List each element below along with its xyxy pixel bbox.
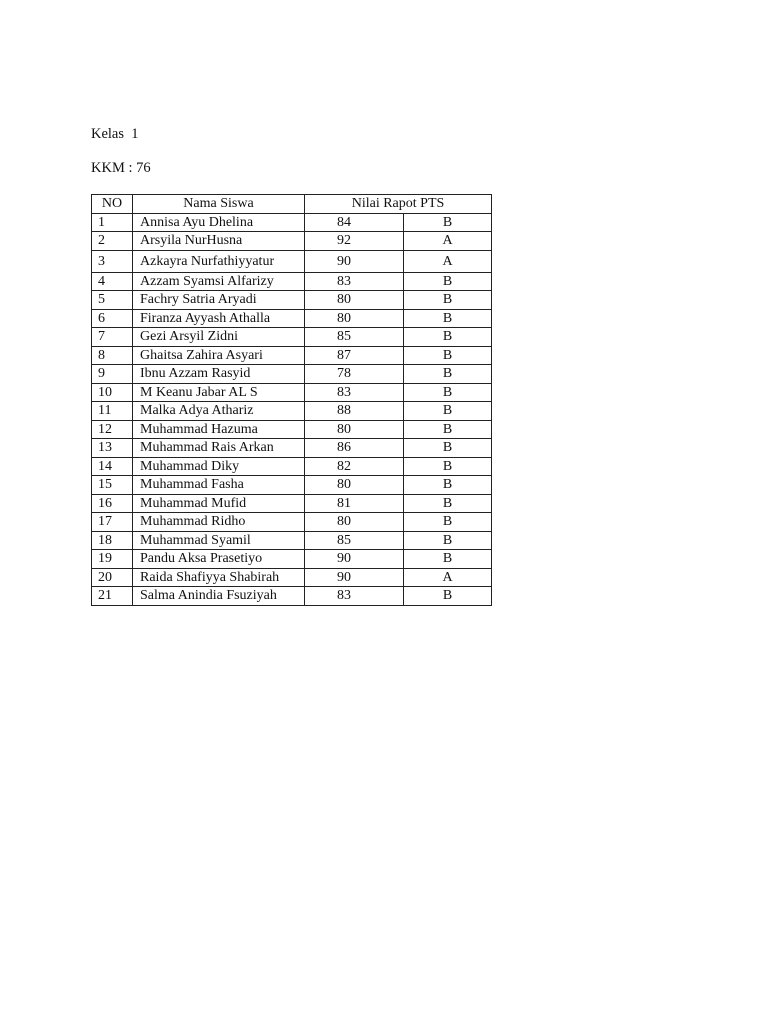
header-no: NO bbox=[92, 195, 133, 214]
student-name: Muhammad Mufid bbox=[133, 494, 305, 513]
student-name: Ibnu Azzam Rasyid bbox=[133, 365, 305, 384]
header-score: Nilai Rapot PTS bbox=[305, 195, 492, 214]
table-row bbox=[92, 213, 492, 232]
grade-value: B bbox=[404, 402, 492, 421]
score-value: 80 bbox=[305, 309, 404, 328]
student-name: Azzam Syamsi Alfarizy bbox=[133, 272, 305, 291]
grade-value: A bbox=[404, 232, 492, 251]
table-row bbox=[92, 587, 492, 606]
grade-value: B bbox=[404, 587, 492, 606]
score-value: 83 bbox=[305, 272, 404, 291]
grade-value: A bbox=[404, 250, 492, 272]
score-value: 90 bbox=[305, 568, 404, 587]
row-number: 15 bbox=[92, 476, 133, 495]
grade-value: B bbox=[404, 328, 492, 347]
score-value: 80 bbox=[305, 476, 404, 495]
grade-value: B bbox=[404, 457, 492, 476]
table-row bbox=[92, 365, 492, 384]
table-row bbox=[92, 383, 492, 402]
score-value: 80 bbox=[305, 420, 404, 439]
row-number: 17 bbox=[92, 513, 133, 532]
row-number: 4 bbox=[92, 272, 133, 291]
grade-value: B bbox=[404, 365, 492, 384]
student-name: Fachry Satria Aryadi bbox=[133, 291, 305, 310]
grade-value: A bbox=[404, 568, 492, 587]
student-name: Muhammad Hazuma bbox=[133, 420, 305, 439]
grade-value: B bbox=[404, 494, 492, 513]
score-value: 88 bbox=[305, 402, 404, 421]
table-row bbox=[92, 494, 492, 513]
grade-value: B bbox=[404, 420, 492, 439]
score-value: 81 bbox=[305, 494, 404, 513]
table-row bbox=[92, 420, 492, 439]
table-row bbox=[92, 568, 492, 587]
row-number: 11 bbox=[92, 402, 133, 421]
score-value: 84 bbox=[305, 213, 404, 232]
row-number: 19 bbox=[92, 550, 133, 569]
row-number: 21 bbox=[92, 587, 133, 606]
score-value: 87 bbox=[305, 346, 404, 365]
row-number: 2 bbox=[92, 232, 133, 251]
student-name: Malka Adya Athariz bbox=[133, 402, 305, 421]
score-value: 85 bbox=[305, 328, 404, 347]
grade-value: B bbox=[404, 309, 492, 328]
score-value: 92 bbox=[305, 232, 404, 251]
row-number: 6 bbox=[92, 309, 133, 328]
score-value: 82 bbox=[305, 457, 404, 476]
grade-value: B bbox=[404, 531, 492, 550]
table-row bbox=[92, 291, 492, 310]
table-row bbox=[92, 309, 492, 328]
student-name: Muhammad Diky bbox=[133, 457, 305, 476]
class-label: Kelas 1 bbox=[91, 126, 139, 142]
score-value: 83 bbox=[305, 383, 404, 402]
grades-table bbox=[91, 194, 492, 606]
kkm-label: KKM : 76 bbox=[91, 160, 151, 176]
row-number: 20 bbox=[92, 568, 133, 587]
header-name: Nama Siswa bbox=[133, 195, 305, 214]
score-value: 80 bbox=[305, 513, 404, 532]
grade-value: B bbox=[404, 439, 492, 458]
student-name: Raida Shafiyya Shabirah bbox=[133, 568, 305, 587]
table-row bbox=[92, 550, 492, 569]
table-row bbox=[92, 457, 492, 476]
student-name: Gezi Arsyil Zidni bbox=[133, 328, 305, 347]
student-name: Annisa Ayu Dhelina bbox=[133, 213, 305, 232]
grade-value: B bbox=[404, 550, 492, 569]
student-name: Arsyila NurHusna bbox=[133, 232, 305, 251]
score-value: 80 bbox=[305, 291, 404, 310]
student-name: Pandu Aksa Prasetiyo bbox=[133, 550, 305, 569]
table-body bbox=[92, 213, 492, 605]
grade-value: B bbox=[404, 476, 492, 495]
row-number: 7 bbox=[92, 328, 133, 347]
score-value: 78 bbox=[305, 365, 404, 384]
student-name: Ghaitsa Zahira Asyari bbox=[133, 346, 305, 365]
student-name: Firanza Ayyash Athalla bbox=[133, 309, 305, 328]
row-number: 5 bbox=[92, 291, 133, 310]
row-number: 10 bbox=[92, 383, 133, 402]
grade-value: B bbox=[404, 513, 492, 532]
table-row bbox=[92, 402, 492, 421]
row-number: 13 bbox=[92, 439, 133, 458]
row-number: 3 bbox=[92, 250, 133, 272]
table-row bbox=[92, 346, 492, 365]
row-number: 16 bbox=[92, 494, 133, 513]
grade-value: B bbox=[404, 213, 492, 232]
student-name: Salma Anindia Fsuziyah bbox=[133, 587, 305, 606]
student-name: Muhammad Ridho bbox=[133, 513, 305, 532]
row-number: 8 bbox=[92, 346, 133, 365]
grade-value: B bbox=[404, 291, 492, 310]
table-row bbox=[92, 232, 492, 251]
student-name: Muhammad Fasha bbox=[133, 476, 305, 495]
student-name: M Keanu Jabar AL S bbox=[133, 383, 305, 402]
grade-value: B bbox=[404, 272, 492, 291]
score-value: 90 bbox=[305, 550, 404, 569]
table-row bbox=[92, 531, 492, 550]
row-number: 1 bbox=[92, 213, 133, 232]
row-number: 9 bbox=[92, 365, 133, 384]
score-value: 90 bbox=[305, 250, 404, 272]
student-name: Muhammad Rais Arkan bbox=[133, 439, 305, 458]
row-number: 14 bbox=[92, 457, 133, 476]
row-number: 18 bbox=[92, 531, 133, 550]
table-row bbox=[92, 272, 492, 291]
student-name: Azkayra Nurfathiyyatur bbox=[133, 250, 305, 272]
score-value: 83 bbox=[305, 587, 404, 606]
table-row bbox=[92, 250, 492, 272]
grade-value: B bbox=[404, 383, 492, 402]
row-number: 12 bbox=[92, 420, 133, 439]
table-row bbox=[92, 476, 492, 495]
grade-value: B bbox=[404, 346, 492, 365]
table-header-row bbox=[92, 195, 492, 214]
table-row bbox=[92, 328, 492, 347]
score-value: 85 bbox=[305, 531, 404, 550]
student-name: Muhammad Syamil bbox=[133, 531, 305, 550]
table-row bbox=[92, 513, 492, 532]
table-row bbox=[92, 439, 492, 458]
score-value: 86 bbox=[305, 439, 404, 458]
